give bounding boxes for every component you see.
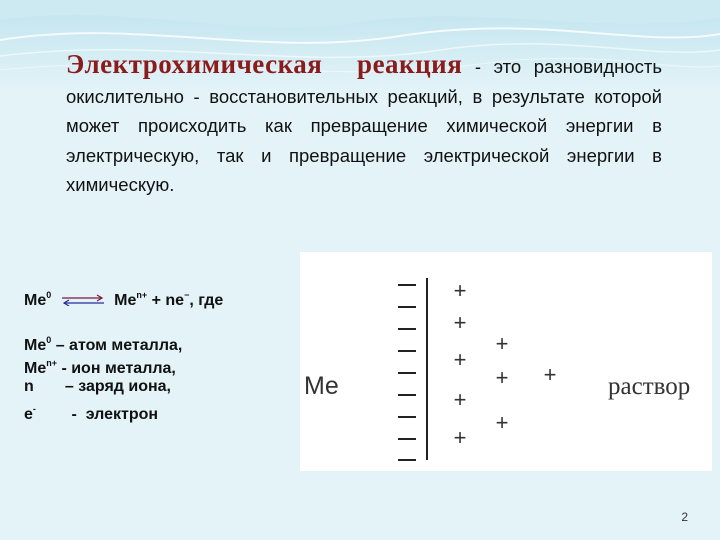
ion-legend — [24, 284, 309, 421]
plus-sign-icon: + — [453, 425, 467, 450]
slide-number: 2 — [681, 510, 688, 524]
metal-label: Me — [304, 372, 339, 400]
plus-sign-icon: + — [543, 362, 557, 387]
plus-sign-icon: + — [453, 310, 467, 335]
equation-electron-charge: − — [184, 290, 190, 300]
equation-metal-atom: Me — [24, 292, 47, 309]
legend-item: Me$^0$ – атом металла, — [24, 335, 183, 354]
equation-charge-zero: 0 — [46, 290, 52, 300]
equation-where: , где — [189, 292, 224, 309]
plus-sign-icon: + — [495, 410, 509, 435]
legend-item: n – заряд иона, — [24, 378, 171, 395]
plus-sign-icon: + — [495, 365, 509, 390]
equation-ion-charge: n+ — [136, 290, 148, 300]
plus-sign-icon: + — [453, 278, 467, 303]
definition-text: - это разновидность окислительно - восстановительных реакций, в результате которой может происходить как превращение химической энергии в электрическую, так и превращение электрической энергии в химическую. — [66, 56, 662, 195]
positive-charges — [454, 278, 557, 450]
legend-item: $Me^{n+}$ - ион металла, — [24, 358, 176, 377]
equation-metal-ion: Me — [114, 292, 137, 309]
plus-sign-icon: + — [453, 347, 467, 372]
equation-electrons: + ne — [147, 292, 185, 309]
equilibrium-arrows-icon — [58, 294, 108, 306]
negative-charges — [398, 285, 416, 460]
equilibrium-equation — [24, 284, 309, 307]
definition-term: Электрохимическая реакция — [66, 49, 463, 79]
plus-sign-icon: + — [495, 331, 509, 356]
definition-paragraph — [66, 50, 662, 200]
plus-sign-icon: + — [453, 387, 467, 412]
solution-label: раствор — [608, 373, 691, 400]
electrode-double-layer-diagram — [300, 252, 712, 471]
legend-item: e- - электрон — [24, 404, 159, 423]
